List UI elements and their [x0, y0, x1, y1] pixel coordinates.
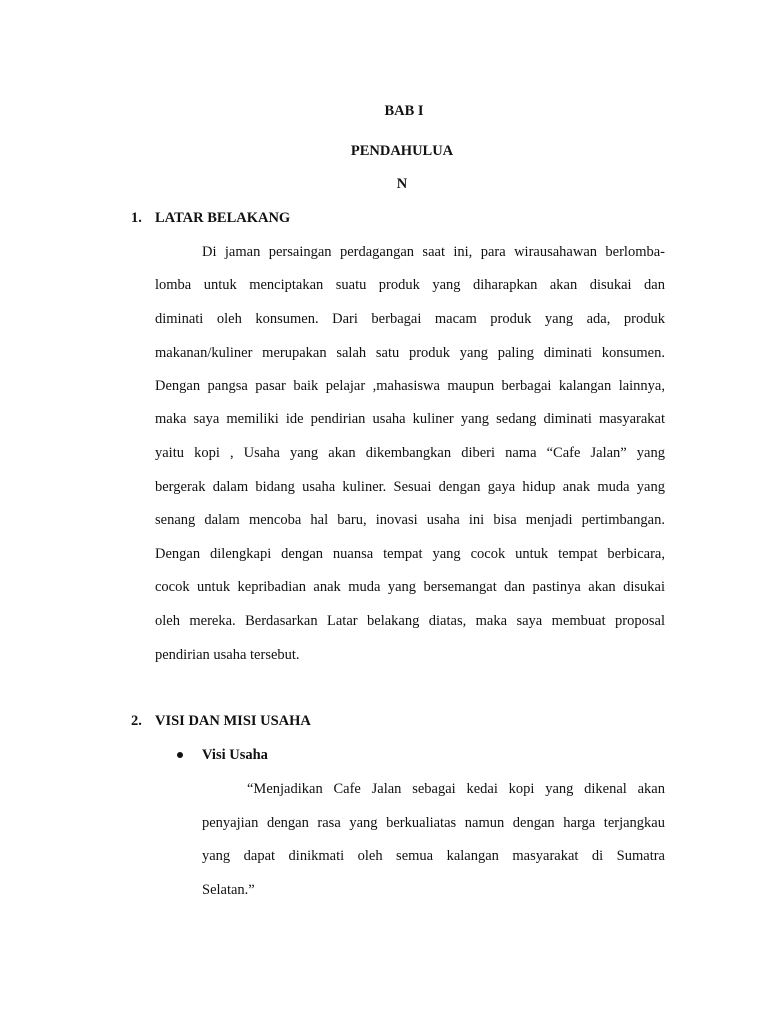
paragraph-line: diminati oleh konsumen. Dari berbagai macam produk yang ada, produk: [155, 311, 665, 327]
chapter-title-line2: N: [396, 176, 408, 192]
paragraph-line: yang dapat dinikmati oleh semua kalangan masyarakat di Sumatra: [202, 848, 665, 864]
paragraph-line: Di jaman persaingan perdagangan saat ini, para wirausahawan berlomba-: [202, 244, 665, 260]
paragraph-line: senang dalam mencoba hal baru, inovasi usaha ini bisa menjadi pertimbangan.: [155, 512, 665, 528]
paragraph-line: Selatan.”: [202, 882, 255, 898]
chapter-label: BAB I: [384, 103, 424, 119]
paragraph-line: bergerak dalam bidang usaha kuliner. Sesuai dengan gaya hidup anak muda yang: [155, 479, 665, 495]
paragraph-line: penyajian dengan rasa yang berkualiatas namun dengan harga terjangkau: [202, 815, 665, 831]
paragraph-line: pendirian usaha tersebut.: [155, 647, 300, 663]
paragraph-line: Dengan pangsa pasar baik pelajar ,mahasiswa maupun berbagai kalangan lainnya,: [155, 378, 665, 394]
paragraph-line: yaitu kopi , Usaha yang akan dikembangkan diberi nama “Cafe Jalan” yang: [155, 445, 665, 461]
paragraph-line: oleh mereka. Berdasarkan Latar belakang diatas, maka saya membuat proposal: [155, 613, 665, 629]
paragraph-line: “Menjadikan Cafe Jalan sebagai kedai kopi yang dikenal akan: [247, 781, 665, 797]
section2-number: 2.: [131, 713, 142, 729]
section1-number: 1.: [131, 210, 142, 226]
paragraph-line: makanan/kuliner merupakan salah satu produk yang paling diminati konsumen.: [155, 345, 665, 361]
chapter-title-line1: PENDAHULUA: [350, 143, 454, 159]
paragraph-line: Dengan dilengkapi dengan nuansa tempat yang cocok untuk tempat berbicara,: [155, 546, 665, 562]
bullet-icon: [177, 752, 183, 758]
section1-heading: LATAR BELAKANG: [155, 210, 291, 226]
bullet-heading-visi: Visi Usaha: [202, 747, 268, 763]
paragraph-line: maka saya memiliki ide pendirian usaha kuliner yang sedang diminati masyarakat: [155, 411, 665, 427]
paragraph-line: lomba untuk menciptakan suatu produk yang diharapkan akan disukai dan: [155, 277, 665, 293]
section2-heading: VISI DAN MISI USAHA: [155, 713, 311, 729]
paragraph-line: cocok untuk kepribadian anak muda yang bersemangat dan pastinya akan disukai: [155, 579, 665, 595]
